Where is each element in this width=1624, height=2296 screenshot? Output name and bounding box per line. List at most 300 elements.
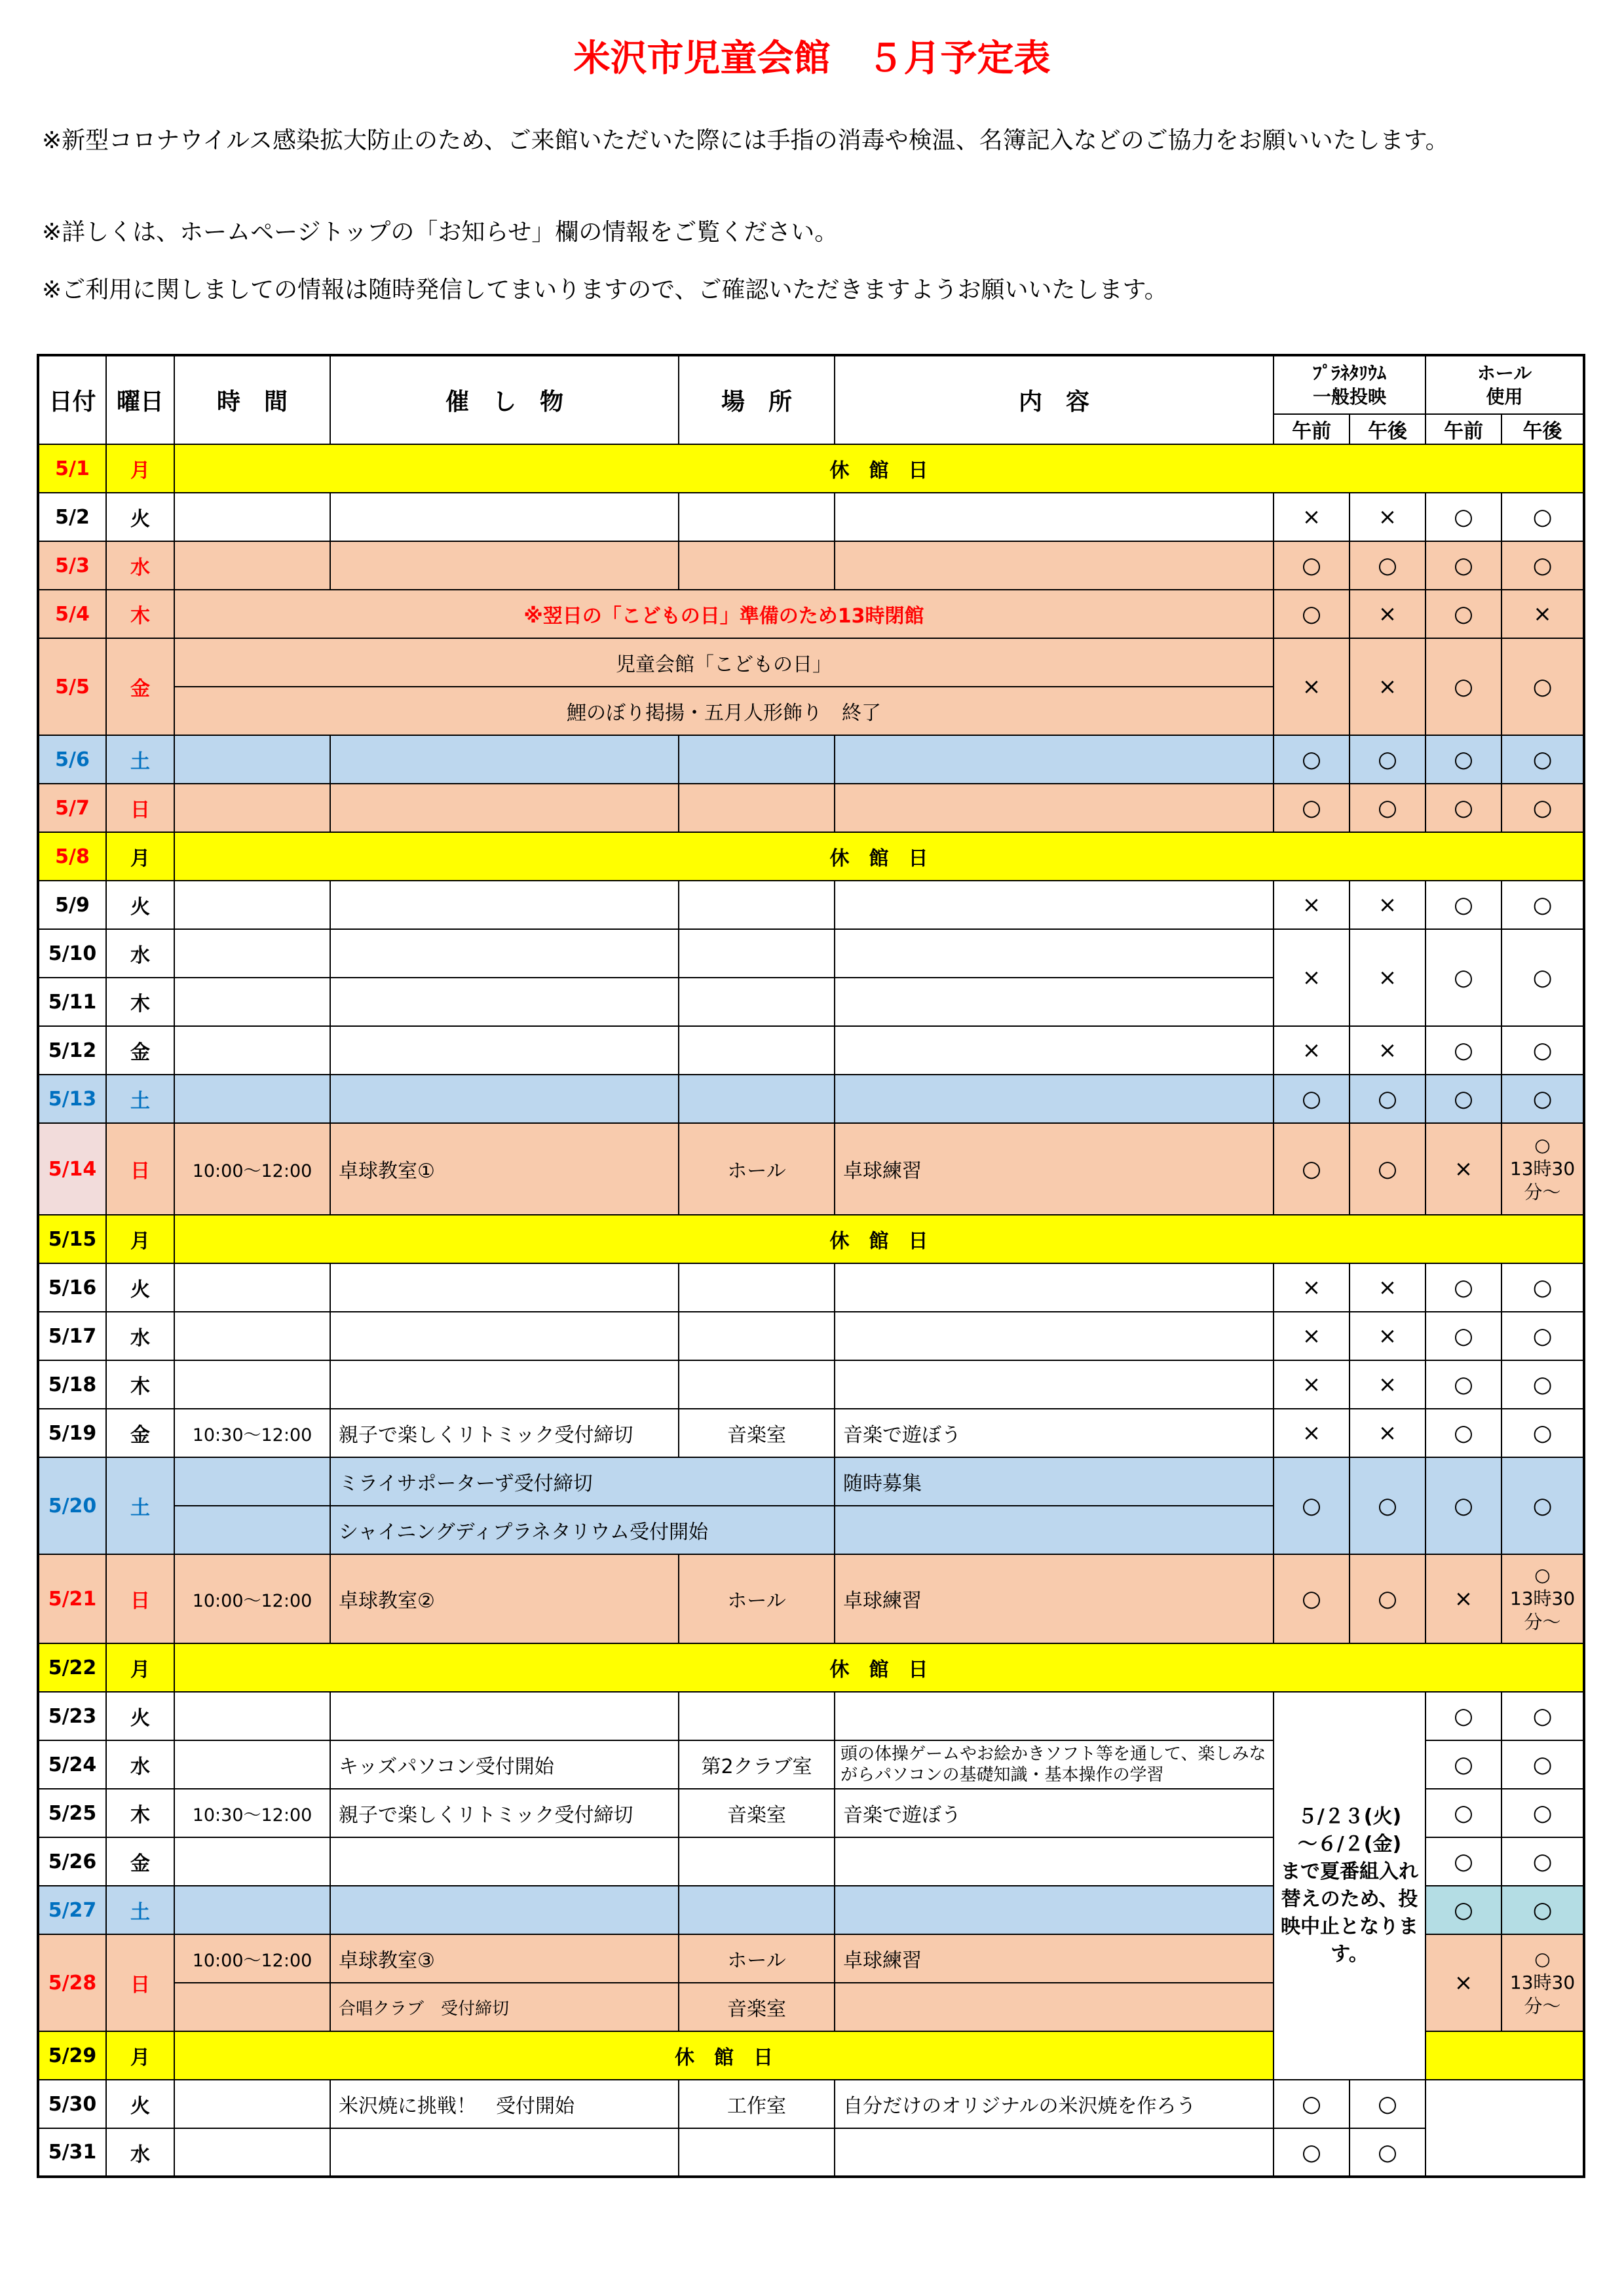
- header-planetarium-pm: 午後: [1350, 414, 1426, 444]
- hall-am-mark: ○: [1426, 735, 1501, 784]
- event-cell: [330, 1886, 679, 1934]
- event-cell: シャイニングディプラネタリウム受付開始: [330, 1506, 835, 1554]
- hall-am-mark: ○: [1426, 1740, 1501, 1789]
- weekday-cell: 水: [106, 929, 174, 978]
- date-cell: 5/2: [38, 493, 106, 541]
- content-cell: 卓球練習: [835, 1123, 1274, 1215]
- place-cell: [679, 929, 835, 978]
- table-row: [38, 590, 1584, 638]
- page-title: 米沢市児童会館 ５月予定表: [573, 37, 1051, 80]
- content-cell: [835, 1263, 1274, 1312]
- planetarium-am-mark: ×: [1274, 1312, 1350, 1360]
- planetarium-am-mark: ×: [1274, 493, 1350, 541]
- planetarium-am-mark: ○: [1274, 1554, 1350, 1643]
- notice-covid: ※新型コロナウイルス感染拡大防止のため、ご来館いただいた際には手指の消毒や検温、名簿記入などのご協力をお願いいたします。: [42, 127, 1449, 154]
- date-cell: 5/27: [38, 1886, 106, 1934]
- content-cell: 卓球練習: [835, 1934, 1274, 1983]
- weekday-cell: 金: [106, 1837, 174, 1886]
- weekday-cell: 月: [106, 832, 174, 881]
- content-cell: [835, 1692, 1274, 1740]
- hall-pm-mark: ○: [1501, 1789, 1584, 1837]
- weekday-cell: 土: [106, 1886, 174, 1934]
- planetarium-pm-mark: ○: [1350, 541, 1426, 590]
- hall-am-mark: ○: [1426, 784, 1501, 832]
- place-cell: [679, 1837, 835, 1886]
- header-weekday: 曜日: [106, 355, 174, 444]
- hall-pm-mark: ○: [1501, 1837, 1584, 1886]
- time-cell: [174, 493, 330, 541]
- planetarium-am-mark: ○: [1274, 590, 1350, 638]
- place-cell: ホール: [679, 1123, 835, 1215]
- closed-day-label: 休 館 日: [174, 1215, 1584, 1263]
- hall-pm-mark: ○ 13時30分～: [1501, 1554, 1584, 1643]
- hall-pm-mark: ○: [1350, 2128, 1426, 2177]
- content-cell: [835, 1886, 1274, 1934]
- weekday-cell: 月: [106, 1215, 174, 1263]
- time-cell: 10:00～12:00: [174, 1934, 330, 1983]
- time-cell: [174, 1075, 330, 1123]
- hall-pm-mark: ○: [1501, 1026, 1584, 1075]
- place-cell: [679, 2128, 835, 2177]
- content-cell: [835, 1837, 1274, 1886]
- time-cell: [174, 1457, 330, 1506]
- hall-pm-mark: ○: [1501, 493, 1584, 541]
- weekday-cell: 水: [106, 1740, 174, 1789]
- planetarium-am-mark: ×: [1274, 1409, 1350, 1457]
- place-cell: [679, 1692, 835, 1740]
- time-cell: [174, 1506, 330, 1554]
- date-cell: 5/31: [38, 2128, 106, 2177]
- place-cell: [679, 784, 835, 832]
- event-cell: [330, 1692, 679, 1740]
- hall-pm-mark: ○: [1501, 1263, 1584, 1312]
- weekday-cell: 火: [106, 1692, 174, 1740]
- weekday-cell: 水: [106, 2128, 174, 2177]
- planetarium-pm-mark: ○: [1350, 1123, 1426, 1215]
- place-cell: [679, 1360, 835, 1409]
- place-cell: [679, 493, 835, 541]
- hall-pm-mark: ○: [1501, 1692, 1584, 1740]
- place-cell: [679, 1312, 835, 1360]
- weekday-cell: 日: [106, 1934, 174, 2031]
- hall-am-mark: ○: [1274, 2128, 1350, 2177]
- weekday-cell: 日: [106, 1554, 174, 1643]
- event-cell: 児童会館「こどもの日」: [174, 638, 1274, 687]
- content-cell: [835, 541, 1274, 590]
- date-cell: 5/23: [38, 1692, 106, 1740]
- date-cell: 5/18: [38, 1360, 106, 1409]
- time-cell: [174, 2128, 330, 2177]
- hall-am-mark: ○: [1426, 881, 1501, 929]
- content-cell: [835, 784, 1274, 832]
- hall-am-mark: ○: [1426, 1075, 1501, 1123]
- hall-pm-mark: ○ 13時30分～: [1501, 1123, 1584, 1215]
- planetarium-am-mark: ○: [1274, 1123, 1350, 1215]
- planetarium-pm-mark: ○: [1350, 1075, 1426, 1123]
- planetarium-pm-mark: ○: [1350, 1554, 1426, 1643]
- hall-pm-mark: ○: [1350, 2080, 1426, 2128]
- date-cell: 5/9: [38, 881, 106, 929]
- planetarium-am-mark: ×: [1274, 1360, 1350, 1409]
- date-cell: 5/21: [38, 1554, 106, 1643]
- hall-am-mark: ○: [1426, 1360, 1501, 1409]
- header-hall-am: 午前: [1426, 414, 1501, 444]
- date-cell: 5/7: [38, 784, 106, 832]
- hall-am-mark: ○: [1274, 2080, 1350, 2128]
- planetarium-pm-mark: ×: [1350, 1312, 1426, 1360]
- planetarium-pm-mark: ×: [1350, 638, 1426, 735]
- hall-am-mark: ×: [1426, 1934, 1501, 2031]
- planetarium-am-mark: ×: [1274, 1026, 1350, 1075]
- table-row: [38, 1692, 1584, 1740]
- time-cell: [174, 1026, 330, 1075]
- event-cell: 卓球教室①: [330, 1123, 679, 1215]
- weekday-cell: 月: [106, 444, 174, 493]
- content-cell: 卓球練習: [835, 1554, 1274, 1643]
- event-cell: [330, 1026, 679, 1075]
- hall-am-mark: ○: [1426, 493, 1501, 541]
- hall-closed-cell: [1426, 2031, 1584, 2080]
- planetarium-am-mark: ×: [1274, 881, 1350, 929]
- planetarium-pm-mark: ×: [1350, 1409, 1426, 1457]
- hall-am-mark: ○: [1426, 1692, 1501, 1740]
- table-row: [38, 541, 1584, 590]
- weekday-cell: 土: [106, 735, 174, 784]
- notice-updates: ※ご利用に関しましての情報は随時発信してまいりますので、ご確認いただきますようお願いいたします。: [42, 277, 1168, 303]
- header-hall: ホール 使用: [1426, 355, 1584, 414]
- content-cell: [835, 493, 1274, 541]
- date-cell: 5/22: [38, 1643, 106, 1692]
- date-cell: 5/29: [38, 2031, 106, 2080]
- planetarium-pm-mark: ○: [1350, 784, 1426, 832]
- hall-am-mark: ○: [1426, 1886, 1501, 1934]
- weekday-cell: 金: [106, 638, 174, 735]
- weekday-cell: 火: [106, 1263, 174, 1312]
- weekday-cell: 火: [106, 2080, 174, 2128]
- content-cell: [835, 1506, 1274, 1554]
- place-cell: [679, 1263, 835, 1312]
- time-cell: 10:00～12:00: [174, 1554, 330, 1643]
- event-cell: [330, 735, 679, 784]
- time-cell: [174, 1360, 330, 1409]
- planetarium-pm-mark: ×: [1350, 1360, 1426, 1409]
- content-cell: [835, 1026, 1274, 1075]
- event-cell: [330, 493, 679, 541]
- place-cell: [679, 1075, 835, 1123]
- place-cell: [679, 881, 835, 929]
- hall-pm-mark: ○: [1501, 1457, 1584, 1554]
- closed-day-label: 休 館 日: [174, 832, 1584, 881]
- hall-am-mark: ○: [1426, 590, 1501, 638]
- header-event: 催 し 物: [330, 355, 679, 444]
- event-cell: ミライサポーターず受付締切: [330, 1457, 835, 1506]
- header-time: 時 間: [174, 355, 330, 444]
- place-cell: 工作室: [679, 2080, 835, 2128]
- table-row: [38, 1643, 1584, 1692]
- content-cell: [835, 735, 1274, 784]
- table-row: [38, 493, 1584, 541]
- time-cell: [174, 1886, 330, 1934]
- weekday-cell: 木: [106, 590, 174, 638]
- date-cell: 5/11: [38, 978, 106, 1026]
- date-cell: 5/1: [38, 444, 106, 493]
- header-place: 場 所: [679, 355, 835, 444]
- place-cell: [679, 735, 835, 784]
- planetarium-suspension-notice: ５/２３(火) ～６/２(金) まで夏番組入れ替えのため、投映中止となります。: [1274, 1692, 1426, 2080]
- header-row: [38, 355, 1584, 414]
- content-cell: 音楽で遊ぼう: [835, 1409, 1274, 1457]
- event-cell: [330, 978, 679, 1026]
- weekday-cell: 月: [106, 1643, 174, 1692]
- event-cell: 鯉のぼり掲揚・五月人形飾り 終了: [174, 687, 1274, 735]
- hall-pm-mark: ○: [1501, 881, 1584, 929]
- event-cell: 卓球教室③: [330, 1934, 679, 1983]
- time-cell: 10:00～12:00: [174, 1123, 330, 1215]
- hall-pm-mark: ○: [1501, 1312, 1584, 1360]
- time-cell: [174, 1983, 330, 2031]
- time-cell: [174, 541, 330, 590]
- date-cell: 5/17: [38, 1312, 106, 1360]
- place-cell: 音楽室: [679, 1789, 835, 1837]
- table-row: [38, 832, 1584, 881]
- planetarium-am-mark: ○: [1274, 1457, 1350, 1554]
- weekday-cell: 日: [106, 1123, 174, 1215]
- date-cell: 5/6: [38, 735, 106, 784]
- hall-am-mark: ○: [1426, 1263, 1501, 1312]
- header-planetarium-am: 午前: [1274, 414, 1350, 444]
- time-cell: [174, 1837, 330, 1886]
- time-cell: 10:30～12:00: [174, 1409, 330, 1457]
- hall-pm-mark: ○: [1501, 1409, 1584, 1457]
- weekday-cell: 土: [106, 1457, 174, 1554]
- event-cell: 米沢焼に挑戦！ 受付開始: [330, 2080, 679, 2128]
- time-cell: [174, 929, 330, 978]
- hall-pm-mark: ○: [1501, 929, 1584, 1026]
- place-cell: [679, 1026, 835, 1075]
- date-cell: 5/10: [38, 929, 106, 978]
- content-cell: [835, 1983, 1274, 2031]
- header-content: 内 容: [835, 355, 1274, 444]
- event-cell: [330, 2128, 679, 2177]
- hall-am-mark: ○: [1426, 638, 1501, 735]
- content-cell: 随時募集: [835, 1457, 1274, 1506]
- hall-am-mark: ○: [1426, 1789, 1501, 1837]
- table-row: [38, 1457, 1584, 1506]
- table-row: [38, 1215, 1584, 1263]
- closed-day-label: 休 館 日: [174, 444, 1584, 493]
- table-row: [38, 1409, 1584, 1457]
- content-cell: 音楽で遊ぼう: [835, 1789, 1274, 1837]
- header-hall-pm: 午後: [1501, 414, 1584, 444]
- hall-am-mark: ○: [1426, 1457, 1501, 1554]
- place-cell: [679, 1886, 835, 1934]
- content-cell: [835, 1360, 1274, 1409]
- hall-pm-mark: ○: [1501, 1075, 1584, 1123]
- time-cell: 10:30～12:00: [174, 1789, 330, 1837]
- event-cell: 親子で楽しくリトミック受付締切: [330, 1409, 679, 1457]
- hall-am-mark: ○: [1426, 1409, 1501, 1457]
- notice-homepage: ※詳しくは、ホームページトップの「お知らせ」欄の情報をご覧ください。: [42, 219, 839, 246]
- place-cell: 第2クラブ室: [679, 1740, 835, 1789]
- date-cell: 5/5: [38, 638, 106, 735]
- event-cell: [330, 1312, 679, 1360]
- table-row: [38, 2128, 1584, 2177]
- table-row: [38, 735, 1584, 784]
- schedule-table: [37, 354, 1585, 2178]
- event-cell: 合唱クラブ 受付締切: [330, 1983, 679, 2031]
- time-cell: [174, 1740, 330, 1789]
- date-cell: 5/4: [38, 590, 106, 638]
- hall-am-mark: ×: [1426, 1554, 1501, 1643]
- content-cell: [835, 1312, 1274, 1360]
- planetarium-am-mark: ×: [1274, 638, 1350, 735]
- date-cell: 5/20: [38, 1457, 106, 1554]
- event-cell: [330, 881, 679, 929]
- place-cell: 音楽室: [679, 1983, 835, 2031]
- hall-am-mark: ○: [1426, 1312, 1501, 1360]
- content-cell: [835, 929, 1274, 978]
- event-cell: [330, 1075, 679, 1123]
- place-cell: ホール: [679, 1554, 835, 1643]
- table-row: [38, 1312, 1584, 1360]
- planetarium-pm-mark: ×: [1350, 1263, 1426, 1312]
- table-row: [38, 1360, 1584, 1409]
- content-cell: [835, 1075, 1274, 1123]
- date-cell: 5/3: [38, 541, 106, 590]
- event-cell: [330, 784, 679, 832]
- time-cell: [174, 2080, 330, 2128]
- table-row: [38, 1026, 1584, 1075]
- content-cell: [835, 881, 1274, 929]
- event-cell: 親子で楽しくリトミック受付締切: [330, 1789, 679, 1837]
- weekday-cell: 木: [106, 1789, 174, 1837]
- planetarium-am-mark: ○: [1274, 735, 1350, 784]
- weekday-cell: 水: [106, 541, 174, 590]
- content-cell: [835, 978, 1274, 1026]
- time-cell: [174, 881, 330, 929]
- hall-pm-mark: ○: [1501, 1886, 1584, 1934]
- event-cell: [330, 929, 679, 978]
- content-cell: 自分だけのオリジナルの米沢焼を作ろう: [835, 2080, 1274, 2128]
- planetarium-pm-mark: ×: [1350, 590, 1426, 638]
- hall-pm-mark: ○: [1501, 735, 1584, 784]
- table-row: [38, 881, 1584, 929]
- table-row: [38, 1263, 1584, 1312]
- planetarium-am-mark: ○: [1274, 1075, 1350, 1123]
- date-cell: 5/13: [38, 1075, 106, 1123]
- weekday-cell: 火: [106, 493, 174, 541]
- content-cell: [835, 2128, 1274, 2177]
- hall-am-mark: ○: [1426, 541, 1501, 590]
- date-cell: 5/19: [38, 1409, 106, 1457]
- table-row: [38, 784, 1584, 832]
- place-cell: ホール: [679, 1934, 835, 1983]
- date-cell: 5/24: [38, 1740, 106, 1789]
- place-cell: [679, 978, 835, 1026]
- planetarium-am-mark: ○: [1274, 784, 1350, 832]
- weekday-cell: 水: [106, 1312, 174, 1360]
- place-cell: 音楽室: [679, 1409, 835, 1457]
- hall-am-mark: ○: [1426, 1026, 1501, 1075]
- table-row: [38, 1075, 1584, 1123]
- table-row: [38, 444, 1584, 493]
- event-cell: [330, 1263, 679, 1312]
- event-cell: 卓球教室②: [330, 1554, 679, 1643]
- content-cell: 頭の体操ゲームやお絵かきソフト等を通して、楽しみながらパソコンの基礎知識・基本操作の学習: [835, 1740, 1274, 1789]
- planetarium-pm-mark: ○: [1350, 735, 1426, 784]
- time-cell: [174, 978, 330, 1026]
- date-cell: 5/14: [38, 1123, 106, 1215]
- hall-pm-mark: ○: [1501, 1740, 1584, 1789]
- table-row: [38, 1554, 1584, 1643]
- header-date: 日付: [38, 355, 106, 444]
- table-row: [38, 638, 1584, 687]
- planetarium-pm-mark: ×: [1350, 929, 1426, 1026]
- date-cell: 5/8: [38, 832, 106, 881]
- table-row: [38, 1123, 1584, 1215]
- weekday-cell: 火: [106, 881, 174, 929]
- event-cell: [330, 1837, 679, 1886]
- table-row: [38, 2080, 1584, 2128]
- hall-pm-mark: ○ 13時30分～: [1501, 1934, 1584, 2031]
- weekday-cell: 土: [106, 1075, 174, 1123]
- event-notice: ※翌日の「こどもの日」準備のため13時閉館: [174, 590, 1274, 638]
- weekday-cell: 金: [106, 1409, 174, 1457]
- date-cell: 5/15: [38, 1215, 106, 1263]
- weekday-cell: 木: [106, 978, 174, 1026]
- date-cell: 5/12: [38, 1026, 106, 1075]
- date-cell: 5/25: [38, 1789, 106, 1837]
- date-cell: 5/16: [38, 1263, 106, 1312]
- event-cell: キッズパソコン受付開始: [330, 1740, 679, 1789]
- time-cell: [174, 735, 330, 784]
- closed-day-label: 休 館 日: [174, 2031, 1274, 2080]
- hall-am-mark: ○: [1426, 929, 1501, 1026]
- event-cell: [330, 541, 679, 590]
- place-cell: [679, 541, 835, 590]
- hall-am-mark: ×: [1426, 1123, 1501, 1215]
- hall-am-mark: ○: [1426, 1837, 1501, 1886]
- hall-pm-mark: ×: [1501, 590, 1584, 638]
- planetarium-pm-mark: ×: [1350, 1026, 1426, 1075]
- planetarium-pm-mark: ○: [1350, 1457, 1426, 1554]
- time-cell: [174, 1692, 330, 1740]
- time-cell: [174, 1263, 330, 1312]
- planetarium-am-mark: ×: [1274, 929, 1350, 1026]
- closed-day-label: 休 館 日: [174, 1643, 1584, 1692]
- weekday-cell: 金: [106, 1026, 174, 1075]
- time-cell: [174, 1312, 330, 1360]
- planetarium-pm-mark: ×: [1350, 881, 1426, 929]
- planetarium-am-mark: ×: [1274, 1263, 1350, 1312]
- hall-pm-mark: ○: [1501, 638, 1584, 735]
- weekday-cell: 木: [106, 1360, 174, 1409]
- date-cell: 5/26: [38, 1837, 106, 1886]
- hall-pm-mark: ○: [1501, 1360, 1584, 1409]
- date-cell: 5/28: [38, 1934, 106, 2031]
- date-cell: 5/30: [38, 2080, 106, 2128]
- planetarium-pm-mark: ×: [1350, 493, 1426, 541]
- header-planetarium: ﾌﾟﾗﾈﾀﾘｳﾑ 一般投映: [1274, 355, 1426, 414]
- hall-pm-mark: ○: [1501, 541, 1584, 590]
- hall-pm-mark: ○: [1501, 784, 1584, 832]
- planetarium-am-mark: ○: [1274, 541, 1350, 590]
- weekday-cell: 月: [106, 2031, 174, 2080]
- event-cell: [330, 1360, 679, 1409]
- table-row: [38, 929, 1584, 978]
- time-cell: [174, 784, 330, 832]
- weekday-cell: 日: [106, 784, 174, 832]
